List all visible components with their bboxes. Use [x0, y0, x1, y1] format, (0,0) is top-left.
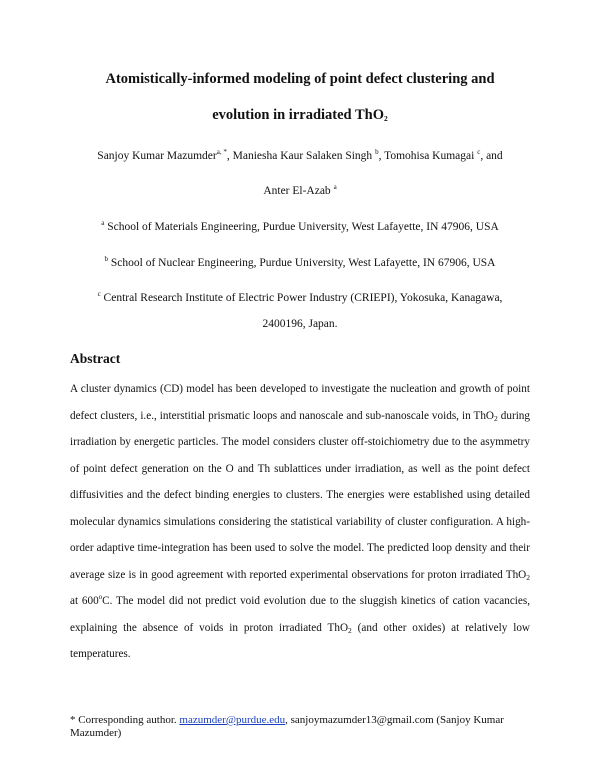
author-4: Anter El-Azab — [263, 185, 331, 197]
corresponding-email-link[interactable]: mazumder@purdue.edu — [179, 714, 286, 726]
author-3: Tomohisa Kumagai — [384, 150, 475, 162]
author-list: Sanjoy Kumar Mazumder$^{a, *}$, Maniesha Kaur Salaken Singh $^b$, Tomohisa Kumagai $^c$, and — [97, 148, 503, 162]
affiliation-c-marker: c — [97, 290, 101, 298]
affiliation-a-marker: a — [101, 219, 105, 227]
abstract-heading: Abstract — [70, 351, 121, 366]
author-list-continued — [40, 185, 560, 197]
paper-title-line-1: Atomistically-informed modeling of point defect clustering and — [105, 71, 495, 87]
footnote-marker: * Corresponding author. — [70, 714, 177, 726]
abstract-text-5: (and other oxides) at relatively low temperatures. — [70, 621, 530, 660]
affiliation-c — [40, 292, 560, 304]
footnote-rest: , sanjoymazumder13@gmail.com (Sanjoy Kumar Mazumder) — [70, 714, 504, 739]
abstract-text-2: during irradiation by energetic particles. The model considers cluster off-stoichiometry due to the asymmetry of point defect generation on the O and Th sublattices under irradiation, as well as the point defect diffusivities and the defect binding energies to clusters. The energies were established using detailed molecular dynamics simulations considering the statistical variability of cluster configuration. A high-order adaptive time-integration has been used to solve the model. The predicted loop density and their average size is in good agreement with reported experimental observations for proton irradiated ThO — [70, 409, 530, 581]
paper-title-line-2 — [40, 107, 560, 124]
affiliation-c-continued: 2400196, Japan. — [262, 318, 338, 330]
abstract-subscript-1: 2 — [494, 413, 498, 423]
author-1-affiliation: a, * — [216, 148, 227, 156]
abstract-body — [70, 376, 530, 668]
abstract-degree-superscript: o — [98, 593, 103, 601]
affiliation-b-marker: b — [104, 255, 109, 263]
abstract-subscript-3: 2 — [348, 625, 352, 635]
author-1: Sanjoy Kumar Mazumder — [97, 150, 217, 162]
affiliation-a — [40, 221, 560, 233]
abstract-text-4: C. The model did not predict void evolution due to the sluggish kinetics of cation vacancies, explaining the absence of voids in proton irradiated ThO — [70, 595, 531, 634]
paper-title-subscript: 2 — [384, 114, 388, 123]
paper-title-line-2-text: evolution in irradiated ThO — [212, 107, 384, 123]
affiliation-b-text: School of Nuclear Engineering, Purdue University, West Lafayette, IN 67906, USA — [110, 257, 496, 269]
abstract-text-1: A cluster dynamics (CD) model has been developed to investigate the nucleation and growth of point defect clusters, i.e., interstitial prismatic loops and nanoscale and sub-nanoscale voids, in ThO — [70, 383, 530, 422]
affiliation-b — [40, 257, 560, 269]
abstract-subscript-2: 2 — [526, 572, 530, 582]
affiliation-c-text: Central Research Institute of Electric Power Industry (CRIEPI), Yokosuka, Kanagawa, — [103, 292, 503, 304]
abstract-text-3: at 600 — [70, 595, 99, 607]
author-2: Maniesha Kaur Salaken Singh — [232, 150, 373, 162]
corresponding-author-footnote — [70, 714, 530, 740]
author-3-affiliation: c — [477, 148, 481, 156]
author-4-affiliation: a — [333, 183, 337, 191]
affiliation-a-text: School of Materials Engineering, Purdue University, West Lafayette, IN 47906, USA — [107, 221, 499, 233]
author-conjunction: and — [486, 150, 503, 162]
author-2-affiliation: b — [375, 148, 379, 156]
